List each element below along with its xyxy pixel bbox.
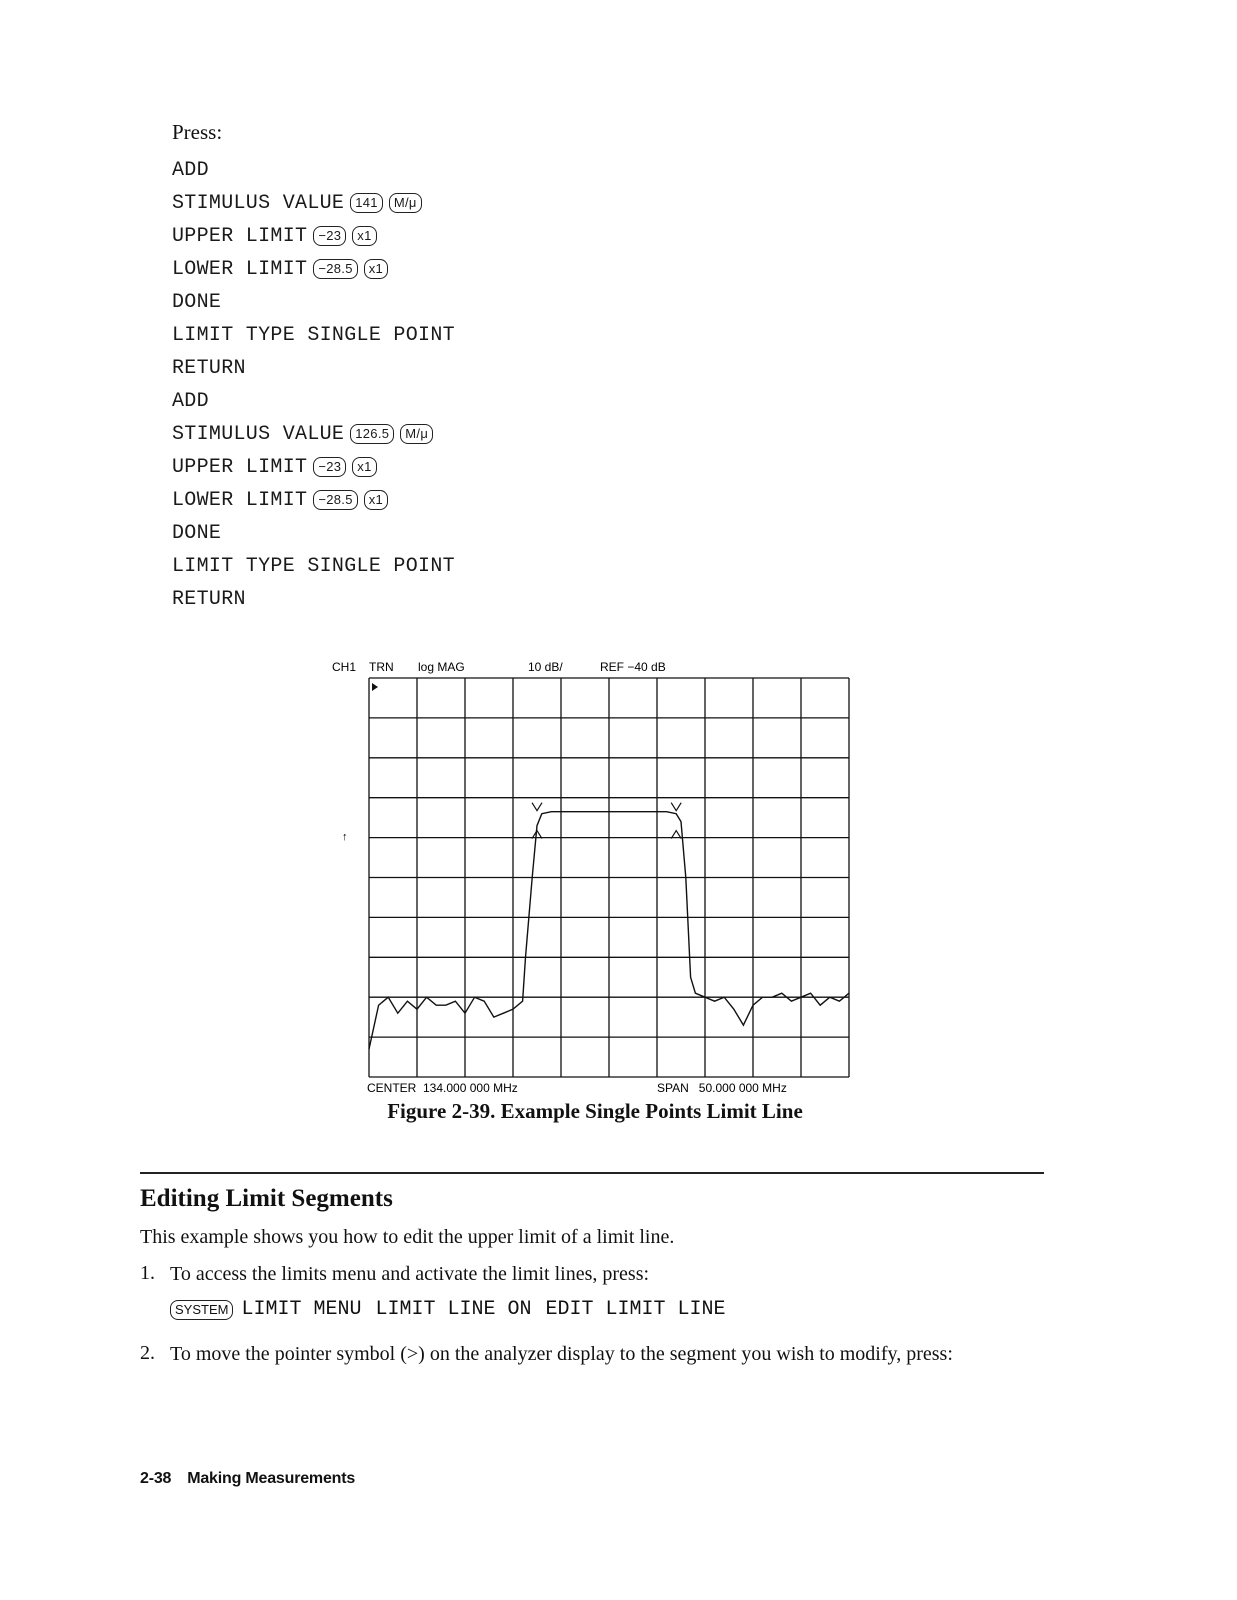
softkey-label: RETURN	[172, 356, 246, 380]
footer-center: CENTER 134.000 000 MHz	[367, 1081, 518, 1095]
limit-lines	[532, 803, 681, 839]
graticule	[369, 678, 849, 1077]
ref-position-marker: ↑	[342, 831, 348, 843]
header-mode: TRN	[369, 660, 394, 674]
softkey-label: DONE	[172, 290, 222, 314]
key-line	[172, 452, 377, 482]
softkey-label: ADD	[172, 389, 209, 413]
hardkey-label: −23	[313, 226, 346, 246]
step-2	[140, 1342, 1040, 1367]
step-number: 1.	[140, 1262, 155, 1284]
key-line	[172, 485, 388, 515]
key-line	[172, 584, 246, 614]
header-channel: CH1	[332, 660, 357, 674]
section-divider	[140, 1172, 1044, 1174]
softkey-limit-line-on: LIMIT LINE ON	[375, 1298, 532, 1321]
key-line	[172, 221, 377, 251]
step-text: To move the pointer symbol (>) on the analyzer display to the segment you wish to modify, press:	[170, 1343, 953, 1365]
softkey-label: STIMULUS VALUE	[172, 422, 345, 446]
hardkey-label: x1	[352, 226, 376, 246]
key-line	[172, 320, 455, 350]
softkey-label: UPPER LIMIT	[172, 455, 308, 479]
softkey-label: LOWER LIMIT	[172, 257, 308, 281]
key-line	[172, 518, 221, 548]
header-format: log MAG	[418, 660, 465, 674]
key-line	[172, 551, 455, 581]
hardkey-label: −23	[313, 457, 346, 477]
hardkey-label: x1	[352, 457, 376, 477]
hardkey-label: M/μ	[389, 193, 422, 213]
softkey-label: STIMULUS VALUE	[172, 191, 345, 215]
key-line	[172, 353, 246, 383]
analyzer-chart-svg	[320, 652, 860, 1102]
hardkey-system: SYSTEM	[170, 1300, 233, 1320]
hardkey-label: −28.5	[313, 259, 357, 279]
step-1-key-sequence	[170, 1298, 740, 1321]
upper-limit-marker	[671, 803, 681, 811]
key-line	[172, 254, 388, 284]
softkey-label: ADD	[172, 158, 209, 182]
press-label: Press:	[172, 120, 223, 144]
softkey-edit-limit-line: EDIT LIMIT LINE	[545, 1298, 726, 1321]
key-line	[172, 155, 209, 185]
softkey-label: UPPER LIMIT	[172, 224, 308, 248]
key-line	[172, 386, 209, 416]
hardkey-label: −28.5	[313, 490, 357, 510]
key-line	[172, 188, 422, 218]
softkey-limit-menu: LIMIT MENU	[241, 1298, 362, 1321]
hardkey-label: 126.5	[350, 424, 394, 444]
page-footer	[140, 1470, 371, 1488]
hardkey-label: x1	[364, 490, 388, 510]
intro-paragraph: This example shows you how to edit the upper limit of a limit line.	[140, 1226, 675, 1248]
header-ref: REF −40 dB	[600, 660, 666, 674]
step-1	[140, 1262, 1040, 1287]
softkey-label: DONE	[172, 521, 222, 545]
softkey-label: LOWER LIMIT	[172, 488, 308, 512]
softkey-label: LIMIT TYPE SINGLE POINT	[172, 323, 455, 347]
hardkey-label: x1	[364, 259, 388, 279]
analyzer-display	[320, 652, 860, 1102]
footer-span: SPAN 50.000 000 MHz	[657, 1081, 787, 1095]
step-number: 2.	[140, 1342, 155, 1364]
key-line	[172, 419, 433, 449]
upper-limit-marker	[532, 803, 542, 811]
softkey-label: RETURN	[172, 587, 246, 611]
step-text: To access the limits menu and activate the limit lines, press:	[170, 1263, 650, 1285]
page-number: 2-38	[140, 1470, 172, 1487]
header-scale: 10 dB/	[528, 660, 563, 674]
footer-section: Making Measurements	[187, 1470, 356, 1487]
marker-symbol	[372, 683, 378, 691]
figure-caption: Figure 2-39. Example Single Points Limit Line	[387, 1099, 803, 1123]
hardkey-label: M/μ	[400, 424, 433, 444]
softkey-label: LIMIT TYPE SINGLE POINT	[172, 554, 455, 578]
key-line	[172, 287, 221, 317]
hardkey-label: 141	[350, 193, 383, 213]
section-title: Editing Limit Segments	[140, 1185, 393, 1212]
